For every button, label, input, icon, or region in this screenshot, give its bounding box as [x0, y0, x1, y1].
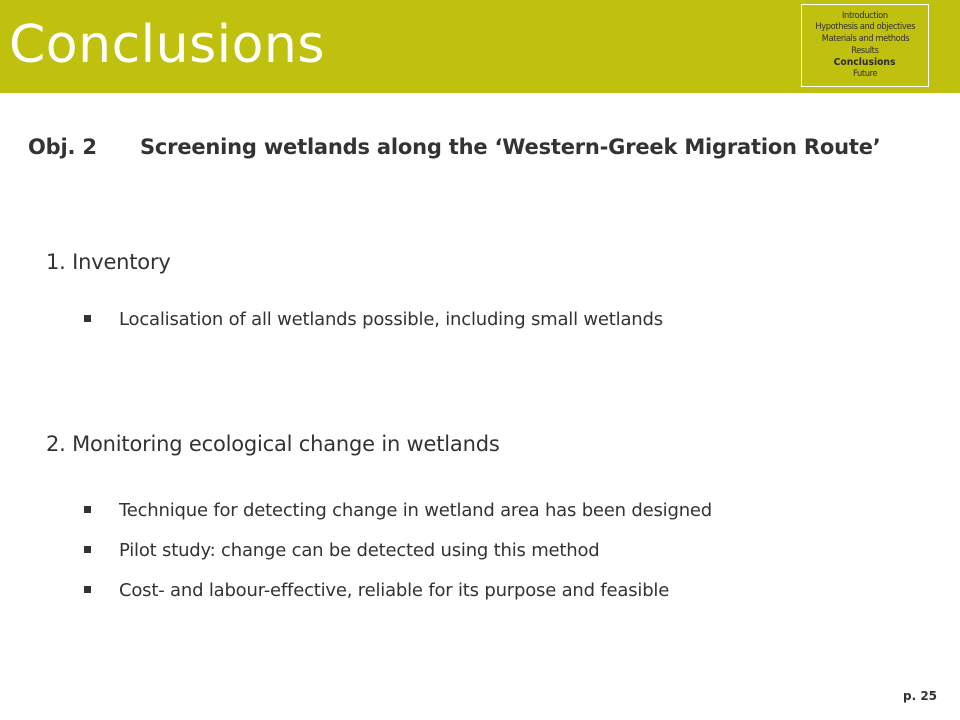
list-item — [84, 578, 669, 604]
list-item — [84, 307, 663, 333]
section-heading-inventory: 1. Inventory — [46, 250, 171, 274]
objective-text: Screening wetlands along the ‘Western-Greek Migration Route’ — [140, 135, 881, 159]
bullet-text: Technique for detecting change in wetland area has been designed — [119, 500, 713, 521]
objective-number: Obj. 2 — [28, 135, 97, 159]
list-item — [84, 498, 712, 524]
bullet-square-icon — [84, 586, 91, 593]
nav-item-results[interactable]: Results — [851, 45, 879, 56]
list-item — [84, 538, 600, 564]
header-band — [0, 0, 960, 93]
nav-item-introduction[interactable]: Introduction — [842, 10, 888, 21]
nav-item-conclusions[interactable]: Conclusions — [834, 57, 896, 69]
objective-heading — [28, 131, 881, 163]
nav-item-future[interactable]: Future — [852, 68, 878, 79]
slide-title: Conclusions — [9, 15, 325, 75]
section-navigation — [801, 4, 929, 87]
bullet-text: Pilot study: change can be detected using this method — [119, 540, 600, 561]
section-heading-monitoring: 2. Monitoring ecological change in wetlands — [46, 432, 500, 456]
bullet-square-icon — [84, 546, 91, 553]
bullet-text: Localisation of all wetlands possible, including small wetlands — [119, 309, 663, 330]
nav-item-materials[interactable]: Materials and methods — [821, 33, 909, 44]
bullet-square-icon — [84, 315, 91, 322]
page-number: p. 25 — [903, 689, 938, 703]
bullet-square-icon — [84, 506, 91, 513]
nav-item-hypothesis[interactable]: Hypothesis and objectives — [815, 22, 915, 33]
bullet-text: Cost- and labour-effective, reliable for its purpose and feasible — [119, 580, 670, 601]
